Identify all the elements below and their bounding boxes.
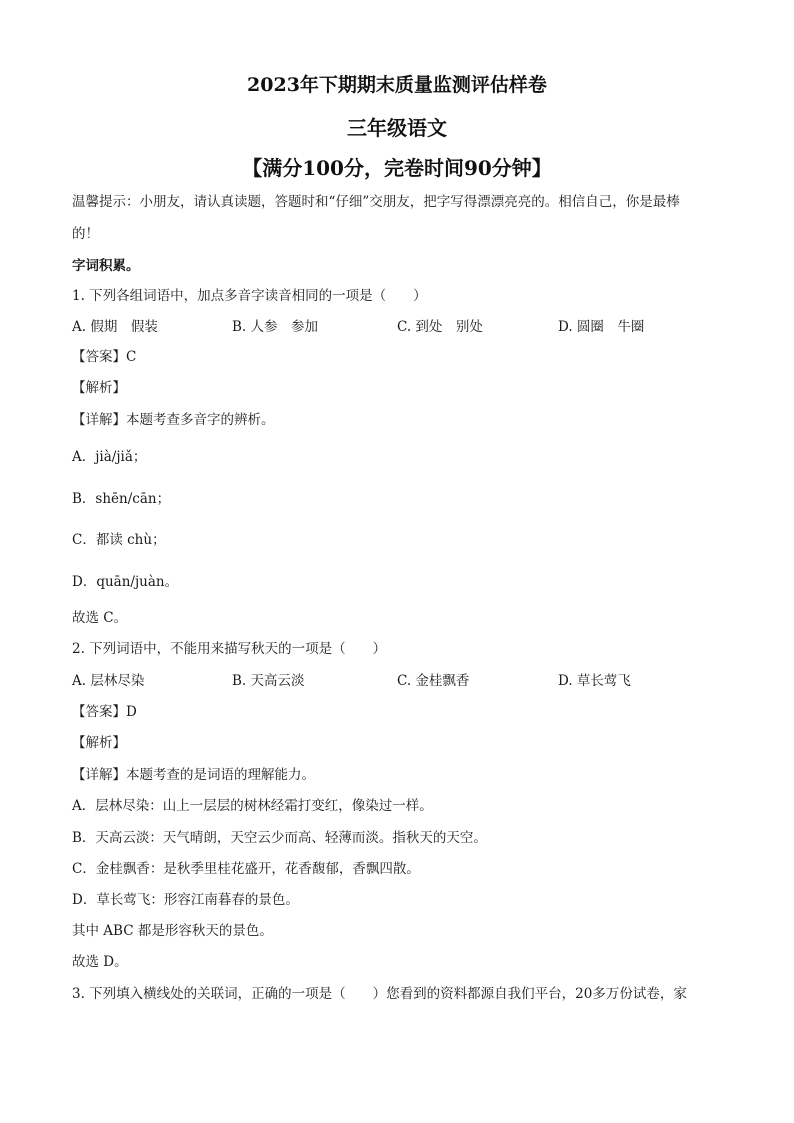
q2-summary: 其中 ABC 都是形容秋天的景色。 — [72, 923, 273, 939]
tip-line-2: 的！ — [72, 226, 99, 242]
q2-explain-d: D．草长莺飞：形容江南暮春的景色。 — [72, 892, 299, 908]
page-title: 2023年下期期末质量监测评估样卷 — [247, 74, 547, 96]
q1-detail: 【详解】本题考查多音字的辨析。 — [72, 412, 275, 428]
q1-option-a: A. 假期 假装 — [72, 319, 158, 335]
q1-option-b: B. 人参 参加 — [232, 319, 319, 335]
q1-analysis-label: 【解析】 — [72, 380, 126, 396]
page-subtitle: 三年级语文 — [347, 116, 447, 140]
q1-option-d: D. 圆圈 牛圈 — [558, 319, 645, 335]
q2-explain-c: C．金桂飘香：是秋季里桂花盛开，花香馥郁，香飘四散。 — [72, 861, 420, 877]
q2-option-c: C. 金桂飘香 — [397, 673, 470, 689]
q2-stem: 2. 下列词语中，不能用来描写秋天的一项是（ ） — [72, 641, 387, 657]
q1-answer: 【答案】C — [72, 349, 137, 365]
q2-analysis-label: 【解析】 — [72, 735, 126, 751]
q3-stem: 3. 下列填入横线处的关联词，正确的一项是（ ）您看到的资料都源自我们平台，20多万份试卷，家 — [72, 986, 687, 1002]
q1-explain-d: D．quān/juàn。 — [72, 574, 179, 590]
q2-option-a: A. 层林尽染 — [72, 673, 145, 689]
q2-choose: 故选 D。 — [72, 954, 128, 970]
q2-answer: 【答案】D — [72, 704, 137, 720]
q1-stem: 1. 下列各组词语中，加点多音字读音相同的一项是（ ） — [72, 288, 427, 304]
section-heading: 字词积累。 — [72, 258, 140, 274]
q1-explain-a: A．jià/jiǎ； — [72, 449, 147, 465]
q1-option-c: C. 到处 别处 — [397, 319, 483, 335]
score-time-note: 【满分100分，完卷时间90分钟】 — [242, 156, 552, 180]
q1-explain-b: B．shēn/cān； — [72, 491, 171, 507]
tip-line-1: 温馨提示：小朋友，请认真读题，答题时和“仔细”交朋友，把字写得漂漂亮亮的。相信自己，你是最棒 — [72, 194, 680, 210]
q2-explain-b: B．天高云淡：天气晴朗，天空云少而高、轻薄而淡。指秋天的天空。 — [72, 830, 487, 846]
q2-option-d: D. 草长莺飞 — [558, 673, 631, 689]
q2-option-b: B. 天高云淡 — [232, 673, 305, 689]
q2-detail: 【详解】本题考查的是词语的理解能力。 — [72, 767, 315, 783]
q1-explain-c: C．都读 chù； — [72, 532, 166, 548]
q2-explain-a: A．层林尽染：山上一层层的树林经霜打变红，像染过一样。 — [72, 798, 433, 814]
q1-choose: 故选 C。 — [72, 610, 128, 626]
